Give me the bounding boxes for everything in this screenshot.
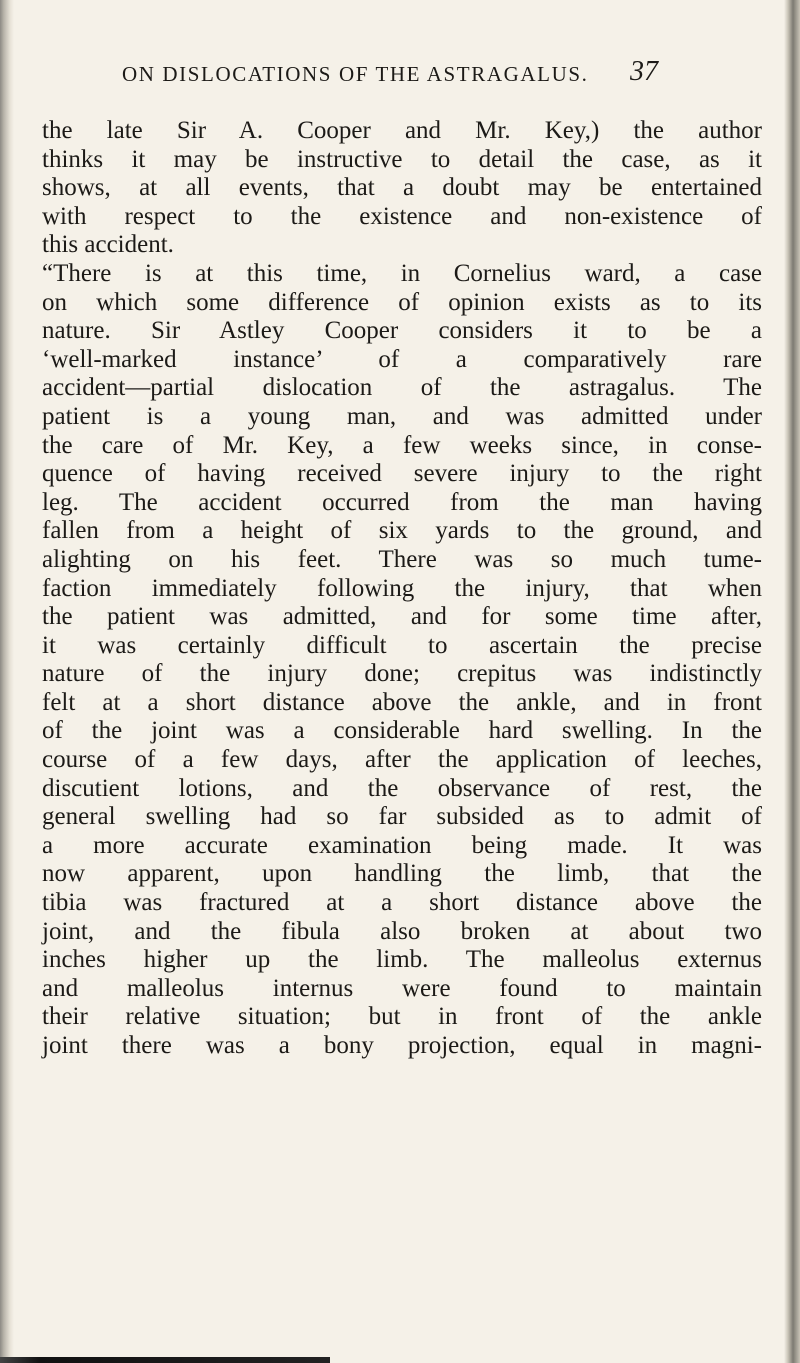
- text-line: the care of Mr. Key, a few weeks since, in conse-: [42, 431, 762, 459]
- text-line: now apparent, upon handling the limb, that the: [42, 860, 762, 888]
- text-line: and malleolus internus were found to maintain: [42, 974, 762, 1002]
- text-line: accident—partial dislocation of the astragalus. The: [42, 374, 762, 402]
- text-line: shows, at all events, that a doubt may be entertained: [42, 174, 762, 202]
- text-line: “There is at this time, in Cornelius ward, a case: [42, 259, 762, 287]
- body-text: [42, 117, 762, 1061]
- text-line: fallen from a height of six yards to the ground, and: [42, 517, 762, 545]
- text-line: discutient lotions, and the observance of rest, the: [42, 774, 762, 802]
- text-line: this accident.: [42, 231, 174, 259]
- text-line: on which some difference of opinion exists as to its: [42, 288, 762, 316]
- text-line: patient is a young man, and was admitted under: [42, 402, 762, 430]
- text-line: with respect to the existence and non-existence of: [42, 202, 762, 230]
- page-left-edge-shadow: [0, 0, 14, 1363]
- text-line: quence of having received severe injury to the right: [42, 460, 762, 488]
- page-number: 37: [630, 56, 658, 87]
- text-line: nature of the injury done; crepitus was indistinctly: [42, 660, 762, 688]
- text-line: course of a few days, after the application of leeches,: [42, 746, 762, 774]
- text-line: leg. The accident occurred from the man having: [42, 488, 762, 516]
- text-line: thinks it may be instructive to detail the case, as it: [42, 145, 762, 173]
- text-line: their relative situation; but in front of the ankle: [42, 1003, 762, 1031]
- text-line: the patient was admitted, and for some time after,: [42, 603, 762, 631]
- text-line: general swelling had so far subsided as to admit of: [42, 803, 762, 831]
- text-line: joint, and the fibula also broken at about two: [42, 917, 762, 945]
- text-line: alighting on his feet. There was so much tume-: [42, 545, 762, 573]
- text-line: faction immediately following the injury, that when: [42, 574, 762, 602]
- text-line: the late Sir A. Cooper and Mr. Key,) the author: [42, 117, 762, 144]
- text-line: it was certainly difficult to ascertain the precise: [42, 631, 762, 659]
- page-right-edge-shadow: [784, 0, 800, 1363]
- page-bottom-edge-shadow: [0, 1357, 330, 1363]
- text-line: nature. Sir Astley Cooper considers it to be a: [42, 317, 762, 345]
- text-line: of the joint was a considerable hard swelling. In the: [42, 717, 762, 745]
- text-line: inches higher up the limb. The malleolus externus: [42, 946, 762, 974]
- text-line: a more accurate examination being made. It was: [42, 831, 762, 859]
- text-line: ‘well-marked instance’ of a comparatively rare: [42, 345, 762, 373]
- running-title: ON DISLOCATIONS OF THE ASTRAGALUS.: [122, 62, 589, 86]
- text-line: tibia was fractured at a short distance above the: [42, 889, 762, 917]
- running-head: [60, 58, 760, 98]
- text-line: felt at a short distance above the ankle, and in front: [42, 688, 762, 716]
- text-line: joint there was a bony projection, equal in magni-: [42, 1032, 762, 1059]
